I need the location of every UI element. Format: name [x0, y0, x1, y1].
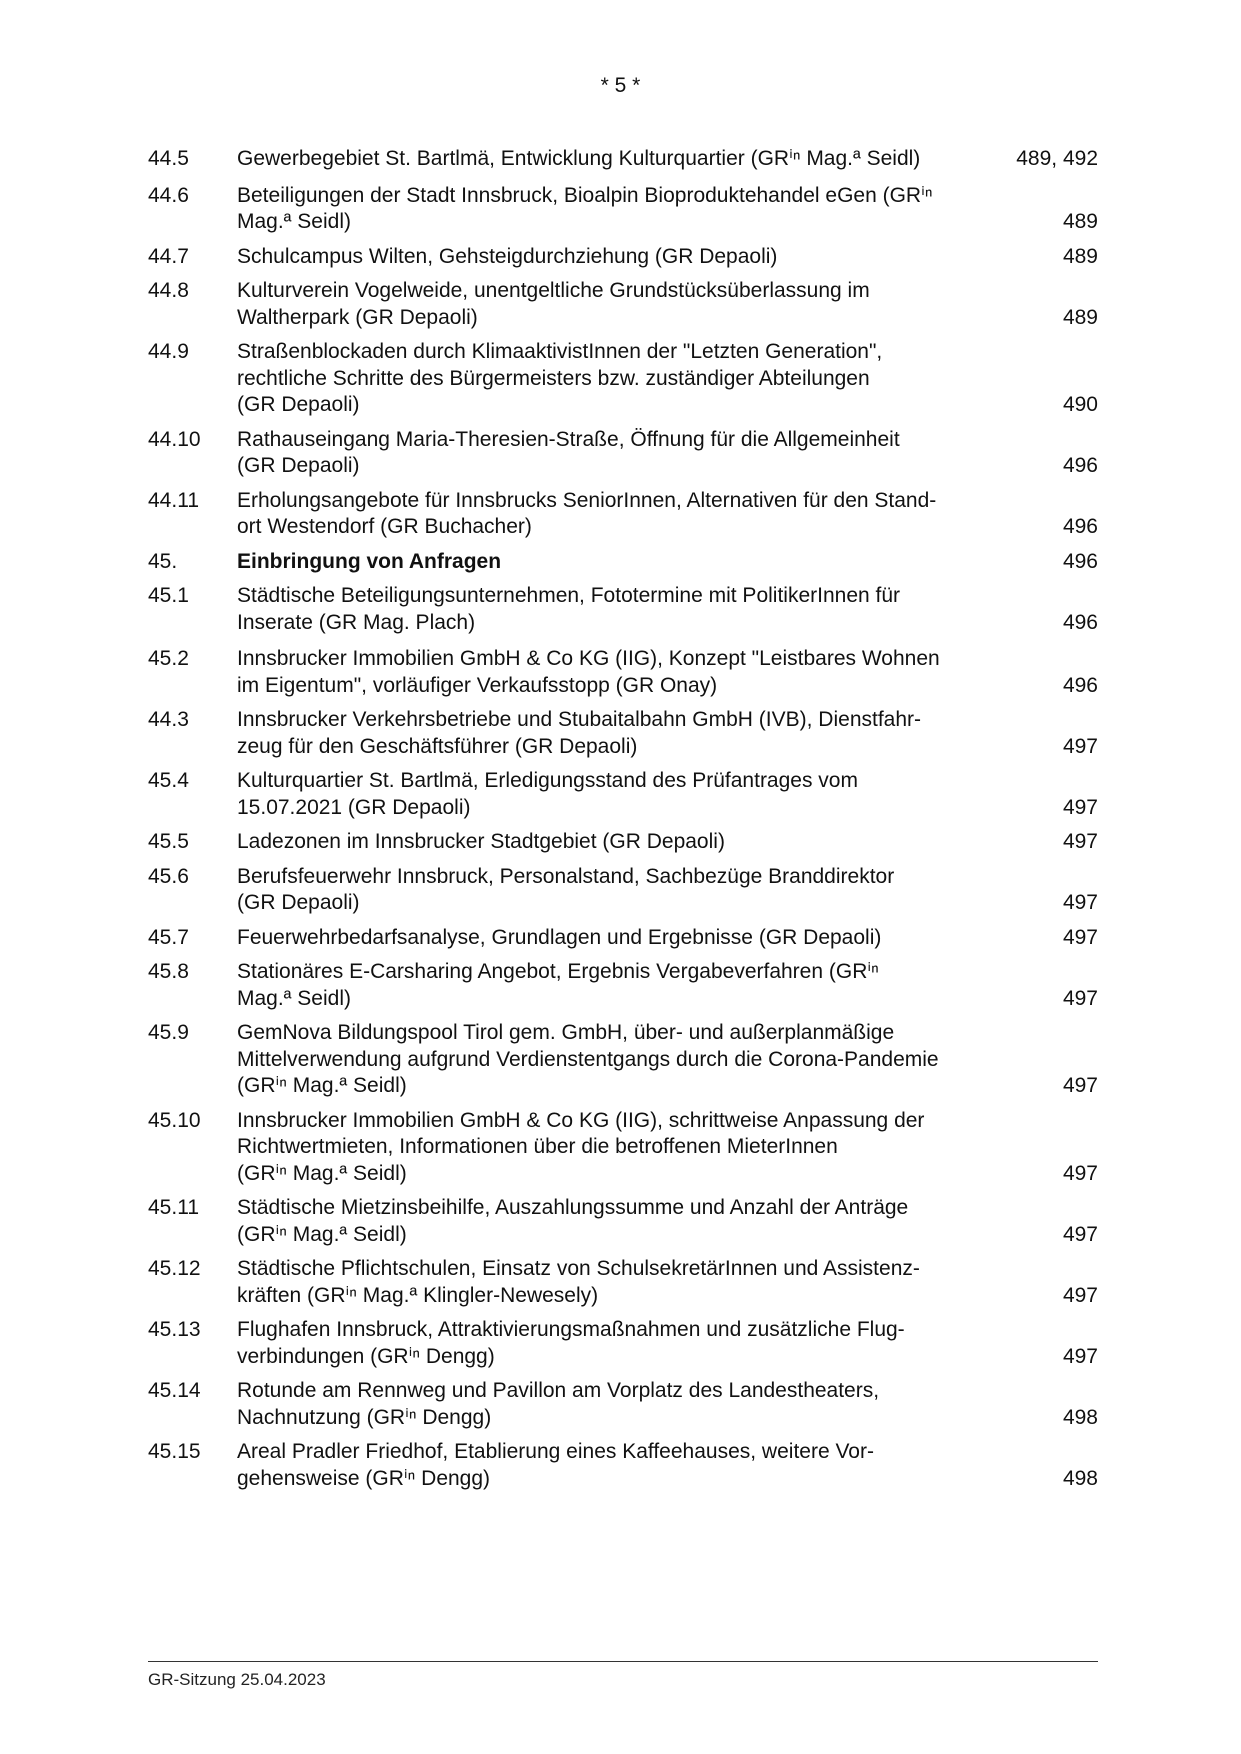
toc-entry-number: 45.13 — [148, 1318, 201, 1341]
toc-entry-title: Städtische Beteiligungsunternehmen, Fototermine mit PolitikerInnen für Inserate (GR Mag. Plach) — [237, 584, 901, 634]
toc-entry-title: Innsbrucker Immobilien GmbH & Co KG (IIG), schrittweise Anpassung der Richtwertmieten, Informationen über die betroffenen MieterInnen (GRⁱⁿ Mag.ª Seidl) — [237, 1108, 925, 1185]
toc-entry — [148, 244, 1098, 271]
footer-rule — [148, 1661, 1098, 1662]
toc-entry-page: 490 — [1062, 393, 1098, 416]
toc-entry-title: GemNova Bildungspool Tirol gem. GmbH, über- und außerplanmäßige Mittelverwendung aufgrund Verdienstentgangs durch die Corona-Pandemie (GRⁱⁿ Mag.ª Seidl) — [237, 1021, 939, 1097]
toc-entry — [148, 1378, 1098, 1431]
toc-entry-title: Schulcampus Wilten, Gehsteigdurchziehung (GR Depaoli) — [237, 244, 778, 268]
footer-text: GR-Sitzung 25.04.2023 — [148, 1670, 326, 1689]
toc-entry-page: 497 — [1062, 830, 1098, 853]
toc-entry-title: Innsbrucker Verkehrsbetriebe und Stubaitalbahn GmbH (IVB), Dienstfahr- zeug für den Geschäftsführer (GR Depaoli) — [237, 708, 922, 758]
toc-entry-title: Kulturquartier St. Bartlmä, Erledigungsstand des Prüfantrages vom 15.07.2021 (GR Depaoli) — [237, 769, 858, 819]
toc-entry-title: Innsbrucker Immobilien GmbH & Co KG (IIG), Konzept "Leistbares Wohnen im Eigentum", vorläufiger Verkaufsstopp (GR Onay) — [237, 647, 940, 697]
toc-entry-title: Berufsfeuerwehr Innsbruck, Personalstand, Sachbezüge Branddirektor (GR Depaoli) — [237, 864, 895, 914]
toc-entry — [148, 278, 1098, 331]
toc-entry — [148, 1108, 1098, 1188]
toc-entry-page: 497 — [1062, 1074, 1098, 1097]
toc-entry-number: 44.10 — [148, 427, 201, 451]
toc-entry-number: 45.8 — [148, 960, 189, 983]
toc-entry-title: Stationäres E-Carsharing Angebot, Ergebnis Vergabeverfahren (GRⁱⁿ Mag.ª Seidl) — [237, 960, 879, 1010]
toc-entry — [148, 707, 1098, 760]
toc-entry-number: 45. — [148, 549, 178, 573]
toc-entry-page: 497 — [1062, 734, 1098, 758]
toc-entry-number: 44.7 — [148, 244, 189, 268]
toc-entry — [148, 1317, 1098, 1370]
toc-entry-page: 497 — [1062, 1161, 1098, 1185]
toc-entry — [148, 183, 1098, 236]
toc-entry-title: Beteiligungen der Stadt Innsbruck, Bioalpin Bioproduktehandel eGen (GRⁱⁿ Mag.ª Seidl) — [237, 183, 933, 233]
toc-entry-page: 489 — [1062, 244, 1098, 268]
toc-entry-number: 44.6 — [148, 183, 189, 207]
toc-entry-page: 489 — [1062, 210, 1098, 233]
toc-entry-page: 497 — [1062, 925, 1098, 949]
toc-entry — [148, 549, 1098, 576]
toc-entry — [148, 339, 1098, 419]
toc-entry-number: 45.6 — [148, 864, 189, 888]
toc-entry-page: 496 — [1062, 454, 1098, 477]
toc-entry — [148, 925, 1098, 952]
toc-entry-page: 497 — [1062, 1283, 1098, 1307]
toc-entry — [148, 864, 1098, 917]
toc-entry — [148, 1256, 1098, 1309]
toc-entry-page: 496 — [1062, 549, 1098, 573]
toc-entry-number: 45.9 — [148, 1021, 189, 1044]
toc-entry-title: Areal Pradler Friedhof, Etablierung eines Kaffeehauses, weitere Vor- gehensweise (GRⁱⁿ Dengg) — [237, 1440, 874, 1490]
toc-entry-number: 44.9 — [148, 340, 189, 363]
toc-entry-page: 497 — [1062, 1344, 1098, 1368]
toc-entry-title: Einbringung von Anfragen — [237, 549, 502, 573]
toc-entry — [148, 1020, 1098, 1100]
toc-entry-title: Straßenblockaden durch KlimaaktivistInnen der "Letzten Generation", rechtliche Schritte des Bürgermeisters bzw. zuständiger Abteilungen (GR Depaoli) — [237, 340, 883, 416]
toc-entry — [148, 1439, 1098, 1492]
toc-entry — [148, 959, 1098, 1012]
toc-entry-page: 498 — [1062, 1405, 1098, 1429]
toc-entry-page: 496 — [1062, 610, 1098, 634]
toc-entry-page: 497 — [1062, 795, 1098, 819]
table-of-contents — [148, 146, 1098, 1500]
toc-entry-number: 45.1 — [148, 584, 189, 607]
toc-entry-page: 489 — [1062, 305, 1098, 329]
toc-entry-number: 44.8 — [148, 279, 189, 302]
toc-entry-page: 497 — [1062, 891, 1098, 914]
toc-entry-number: 45.5 — [148, 830, 189, 853]
toc-entry-title: Rotunde am Rennweg und Pavillon am Vorplatz des Landestheaters, Nachnutzung (GRⁱⁿ Dengg) — [237, 1379, 880, 1429]
toc-entry — [148, 146, 1098, 173]
toc-entry-title: Flughafen Innsbruck, Attraktivierungsmaßnahmen und zusätzliche Flug- verbindungen (GRⁱⁿ Dengg) — [237, 1318, 905, 1368]
toc-entry-title: Feuerwehrbedarfsanalyse, Grundlagen und Ergebnisse (GR Depaoli) — [237, 925, 882, 949]
toc-entry — [148, 583, 1098, 636]
toc-entry-number: 45.10 — [148, 1108, 201, 1132]
toc-entry-title: Kulturverein Vogelweide, unentgeltliche Grundstücksüberlassung im Waltherpark (GR Depaoli) — [237, 279, 870, 329]
toc-entry-title: Städtische Pflichtschulen, Einsatz von SchulsekretärInnen und Assistenz- kräften (GRⁱⁿ Mag.ª Klingler-Newesely) — [237, 1257, 920, 1307]
toc-entry-title: Ladezonen im Innsbrucker Stadtgebiet (GR Depaoli) — [237, 830, 725, 853]
page-header: * 5 * — [600, 74, 641, 97]
toc-entry — [148, 768, 1098, 821]
toc-entry-number: 45.14 — [148, 1379, 201, 1402]
toc-entry-page: 497 — [1062, 986, 1098, 1010]
toc-entry-number: 44.3 — [148, 708, 189, 731]
toc-entry-number: 45.2 — [148, 647, 189, 670]
toc-entry-number: 45.11 — [148, 1196, 199, 1219]
toc-entry-number: 45.4 — [148, 769, 189, 792]
toc-entry — [148, 646, 1098, 699]
toc-entry-page: 489, 492 — [1016, 147, 1098, 170]
toc-entry-title: Rathauseingang Maria-Theresien-Straße, Öffnung für die Allgemeinheit (GR Depaoli) — [237, 427, 900, 477]
toc-entry-title: Städtische Mietzinsbeihilfe, Auszahlungssumme und Anzahl der Anträge (GRⁱⁿ Mag.ª Seidl) — [237, 1196, 909, 1246]
toc-entry — [148, 427, 1098, 480]
toc-entry-number: 45.15 — [148, 1440, 201, 1463]
toc-entry-page: 496 — [1062, 673, 1098, 697]
toc-entry — [148, 829, 1098, 856]
toc-entry-page: 498 — [1062, 1466, 1098, 1490]
toc-entry-number: 45.7 — [148, 925, 189, 949]
toc-entry-title: Erholungsangebote für Innsbrucks SeniorInnen, Alternativen für den Stand- ort Westendorf (GR Buchacher) — [237, 488, 937, 538]
toc-entry — [148, 488, 1098, 541]
toc-entry-page: 497 — [1062, 1222, 1098, 1246]
toc-entry-number: 44.5 — [148, 147, 189, 170]
toc-entry-title: Gewerbegebiet St. Bartlmä, Entwicklung Kulturquartier (GRⁱⁿ Mag.ª Seidl) — [237, 147, 921, 170]
toc-entry-page: 496 — [1062, 515, 1098, 538]
toc-entry-number: 45.12 — [148, 1257, 201, 1280]
toc-entry-number: 44.11 — [148, 488, 199, 512]
toc-entry — [148, 1195, 1098, 1248]
